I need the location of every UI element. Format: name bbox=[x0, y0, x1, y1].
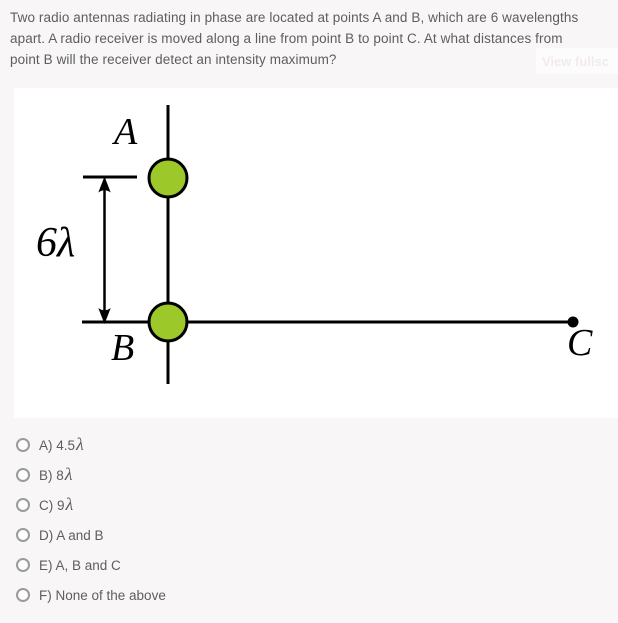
antenna-b-circle bbox=[149, 303, 187, 341]
option-row-f[interactable] bbox=[0, 580, 618, 610]
question-line: Two radio antennas radiating in phase are located at points A and B, which are 6 wavelengths bbox=[10, 10, 579, 25]
option-label: C) 9 bbox=[39, 497, 65, 513]
option-label: A) 4.5 bbox=[39, 437, 76, 453]
question-line: point B will the receiver detect an intensity maximum? bbox=[10, 52, 337, 67]
radio-button[interactable] bbox=[16, 528, 30, 542]
question-text bbox=[10, 7, 610, 70]
question-line: apart. A radio receiver is moved along a line from point B to point C. At what distances from bbox=[10, 31, 563, 46]
diagram-canvas bbox=[14, 88, 618, 418]
view-full-button[interactable]: View fullsc bbox=[536, 48, 618, 74]
label-point-c: C bbox=[567, 322, 593, 364]
option-label: B) 8 bbox=[39, 467, 64, 483]
lambda-symbol: λ bbox=[76, 433, 84, 454]
lambda-symbol: λ bbox=[64, 463, 73, 484]
option-row-c[interactable] bbox=[0, 490, 618, 520]
label-distance-6-lambda: 6λ bbox=[36, 220, 76, 266]
lambda-symbol: λ bbox=[65, 493, 74, 514]
option-row-a[interactable] bbox=[0, 430, 618, 460]
radio-button[interactable] bbox=[16, 558, 30, 572]
option-label: E) A, B and C bbox=[39, 557, 121, 573]
option-label: D) A and B bbox=[39, 527, 104, 543]
antenna-diagram bbox=[14, 88, 618, 418]
label-antenna-a: A bbox=[114, 111, 138, 153]
option-row-d[interactable] bbox=[0, 520, 618, 550]
answer-options bbox=[0, 430, 618, 610]
radio-button[interactable] bbox=[16, 438, 30, 452]
radio-button[interactable] bbox=[16, 468, 30, 482]
option-label: F) None of the above bbox=[39, 587, 166, 603]
label-antenna-b: B bbox=[111, 327, 135, 369]
option-row-b[interactable] bbox=[0, 460, 618, 490]
arrowhead-up-icon bbox=[98, 177, 110, 193]
radio-button[interactable] bbox=[16, 498, 30, 512]
antenna-a-circle bbox=[149, 159, 187, 197]
radio-button[interactable] bbox=[16, 588, 30, 602]
option-row-e[interactable] bbox=[0, 550, 618, 580]
